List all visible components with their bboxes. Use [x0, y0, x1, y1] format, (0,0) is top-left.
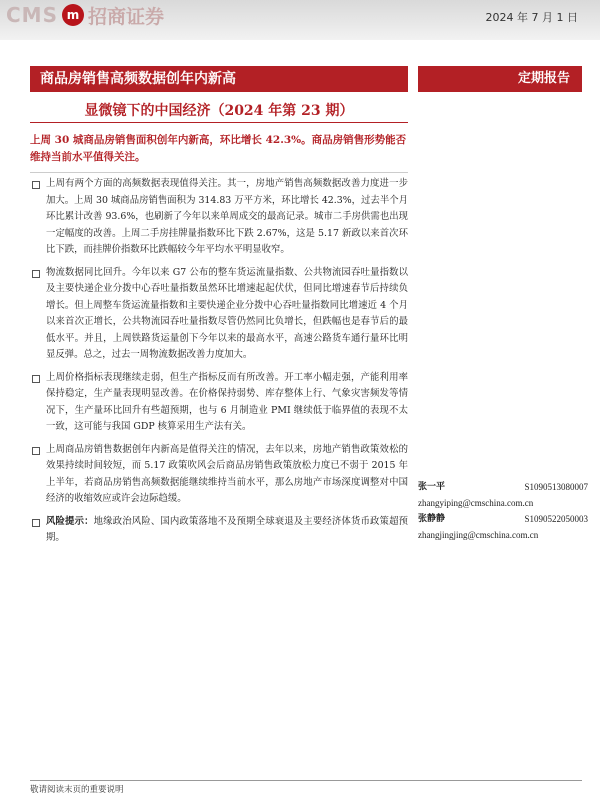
report-date: 2024 年 7 月 1 日: [485, 11, 578, 24]
header-bar: [0, 0, 600, 40]
summary-text: 上周 30 城商品房销售面积创年内新高，环比增长 42.3%。商品房销售形势能否维持当前水平值得关注。: [30, 134, 407, 163]
risk-item: [30, 514, 408, 547]
author-block: [418, 479, 588, 543]
bullet-text: 物流数据同比回升。今年以来 G7 公布的整车货运流量指数、公共物流园吞吐量指数以及主要快递企业分拨中心吞吐量指数虽然环比增速起起伏伏，但同比增速春节后持续负增长。但上周整车货运流量指数和主要快递企业分拨中心吞吐量指数同比增速近 4 个月以来首次正增长，公共物流园吞吐量指数尽管仍然同比负增长，但跌幅也是春节后的最低水平。并且，上周铁路货运量创下今年以来的最高水平，高速公路货车通行量环比明显反弹。总之，过去一周物流数据改善力度加大。: [46, 266, 408, 360]
checkbox-bullet-icon: [32, 181, 40, 189]
checkbox-bullet-icon: [32, 375, 40, 383]
logo-chinese-name: 招商证券: [87, 5, 164, 28]
company-logo: [6, 2, 164, 28]
risk-label: 风险提示：: [46, 515, 94, 527]
author-email[interactable]: zhangyiping@cmschina.com.cn: [418, 498, 534, 508]
bullet-list: [30, 176, 408, 553]
divider: [30, 172, 408, 173]
author-name: 张静静: [418, 514, 446, 524]
risk-text: 地缘政治风险、国内政策落地不及预期全球衰退及主要经济体货币政策超预期。: [46, 515, 408, 543]
checkbox-bullet-icon: [32, 447, 40, 455]
divider: [30, 122, 408, 123]
logo-mark-icon: m: [62, 4, 84, 26]
author-license-id: S1090522050003: [524, 514, 588, 524]
bullet-text: 上周有两个方面的高频数据表现值得关注。其一，房地产销售高频数据改善力度进一步加大。上周 30 城商品房销售面积为 314.83 万平方米，环比增长 42.3%，过去半个月环比累计改善 93.6%，也刷新了今年以来单周成交的最高记录。城市二手房供需也出现一定幅度的改善。上周二手房挂牌量指数环比下跌 2.67%，这是 5.17 新政以来首次环比下跌，而挂牌价指数环比跌幅较今年平均水平明显收窄。: [46, 178, 408, 255]
bullet-item: [30, 265, 408, 364]
bullet-text: 上周商品房销售数据创年内新高是值得关注的情况，去年以来，房地产销售政策效松的效果持续时间较短，而 5.17 政策吹风会后商品房销售政策放松力度已不弱于 2015 年上半年，若商品房销售高频数据能继续维持当前水平，那么房地产市场深度调整对中国经济的收缩效应或许会边际趋缓。: [46, 443, 408, 504]
report-subtitle: 显微镜下的中国经济（2024 年第 23 期）: [84, 103, 354, 119]
footer-divider: [30, 780, 582, 781]
bullet-text: 上周价格指标表现继续走弱，但生产指标反而有所改善。开工率小幅走强，产能利用率保持稳定，生产量表现明显改善。在价格保持弱势、库存整体上行、气象灾害频发等情况下，生产量环比回升有些超预期，也与 6 月制造业 PMI 继续低于临界值的表现不太一致，这可能与我国 GDP 核算采用生产法有关。: [46, 371, 408, 432]
logo-cms-text: CMS: [6, 3, 58, 27]
author-row: [418, 511, 588, 527]
author-row: [418, 479, 588, 495]
bullet-item: [30, 176, 408, 259]
bullet-item: [30, 442, 408, 508]
author-license-id: S1090513080007: [524, 482, 588, 492]
report-title: 商品房销售高频数据创年内新高: [30, 66, 408, 92]
author-name: 张一平: [418, 482, 446, 492]
report-type-label: 定期报告: [418, 66, 582, 92]
author-email[interactable]: zhangjingjing@cmschina.com.cn: [418, 530, 539, 540]
bullet-item: [30, 370, 408, 436]
checkbox-bullet-icon: [32, 270, 40, 278]
footer-note: 敬请阅读末页的重要说明: [30, 785, 124, 795]
checkbox-bullet-icon: [32, 519, 40, 527]
